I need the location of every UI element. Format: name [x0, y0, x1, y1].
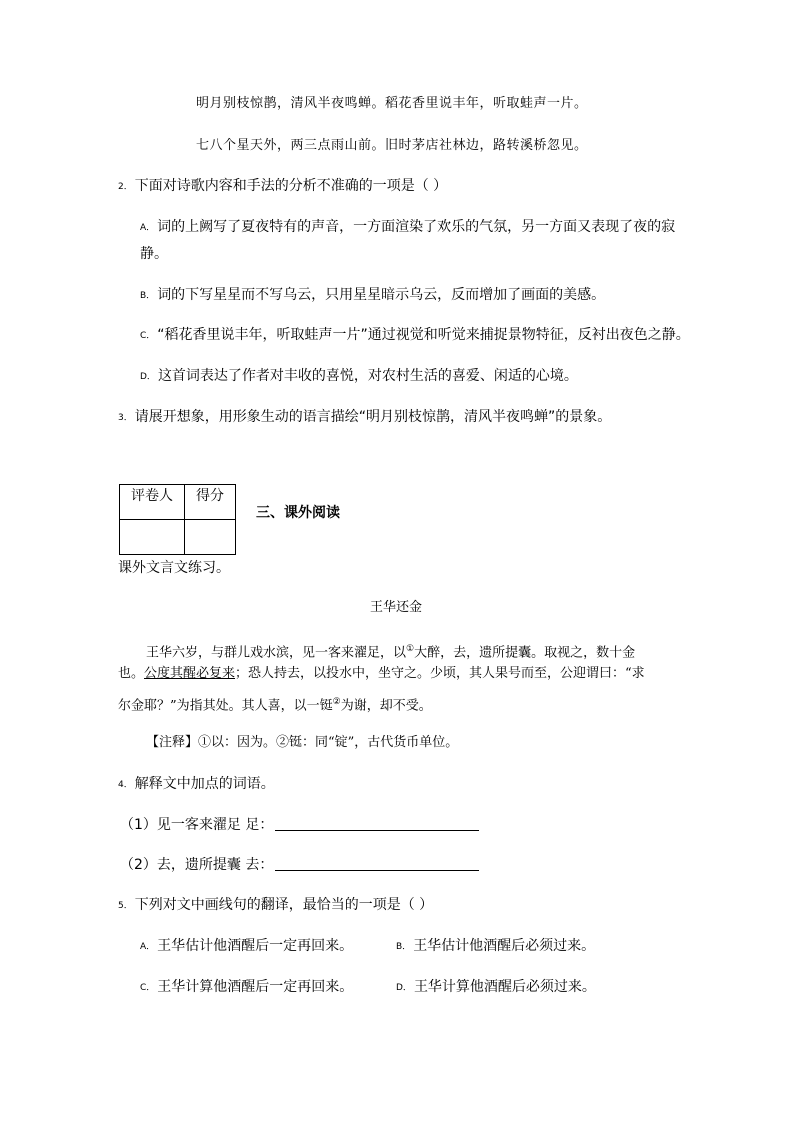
passage-text: 王华六岁，与群儿戏水滨，见一客来濯足，以 — [146, 645, 407, 661]
question-number: 3． — [118, 413, 133, 423]
passage-text: 也。 — [118, 666, 145, 681]
question-4-stem — [118, 774, 275, 795]
poem-line-1: 明月别枝惊鹊，清风半夜鸣蝉。稻花香里说丰年，听取蛙声一片。 — [196, 96, 588, 111]
option-text: 王华计算他酒醒后必须过来。 — [413, 979, 596, 995]
question-2-option-b — [140, 285, 605, 306]
question-number: 4． — [118, 780, 133, 790]
underlined-sentence: 公度其醒必复来 — [144, 666, 236, 681]
question-number: 2． — [118, 182, 133, 192]
question-2-option-d — [140, 366, 578, 387]
footnote-2-marker: ② — [332, 697, 341, 707]
question-2-option-c — [140, 325, 690, 346]
question-text: 请展开想象，用形象生动的语言描绘“明月别枝惊鹊，清风半夜鸣蝉”的景象。 — [134, 409, 612, 425]
question-text: 下面对诗歌内容和手法的分析不准确的一项是（ ） — [134, 178, 448, 194]
item-text: （1）见一客来濯足 足： — [120, 817, 274, 833]
question-4-item-2 — [120, 855, 479, 875]
option-text: 词的下写星星而不写乌云，只用星星暗示乌云，反而增加了画面的美感。 — [157, 287, 606, 303]
option-label: D． — [140, 372, 156, 382]
question-2-stem — [118, 176, 447, 197]
question-text: 下列对文中画线句的翻译，最恰当的一项是（ ） — [134, 897, 434, 913]
passage-text: ；恐人持去，以投水中，坐守之。少顷，其人果号而至，公迎谓曰：“求 — [235, 666, 645, 681]
passage-notes: 【注释】①以：因为。②铤：同“锭”，古代货币单位。 — [146, 735, 459, 750]
grader-header: 评卷人 — [120, 485, 185, 520]
option-text: 王华估计他酒醒后必须过来。 — [413, 938, 596, 954]
option-label: A． — [140, 942, 156, 952]
score-header: 得分 — [185, 485, 236, 520]
question-5-option-d — [396, 977, 596, 998]
answer-blank[interactable] — [275, 816, 479, 831]
question-4-item-1 — [120, 815, 479, 835]
option-label: A． — [140, 223, 156, 233]
option-text: “稻花香里说丰年，听取蛙声一片”通过视觉和听觉来捕捉景物特征，反衬出夜色之静。 — [157, 327, 690, 343]
option-label: B． — [140, 291, 156, 301]
option-text: 王华计算他酒醒后一定再回来。 — [157, 979, 354, 995]
item-text: （2）去，遗所提囊 去： — [120, 857, 274, 873]
option-label: C． — [140, 331, 156, 341]
passage-text: 尔金耶？”为指其处。其人喜，以一铤 — [118, 698, 333, 714]
score-table — [119, 484, 236, 555]
option-label: C． — [140, 983, 156, 993]
question-5-option-b — [396, 936, 595, 957]
passage-line-3 — [118, 692, 432, 716]
passage-line-2 — [118, 664, 645, 684]
question-5-option-c — [140, 977, 353, 998]
passage-text: 为谢，却不受。 — [340, 698, 432, 714]
option-text: 这首词表达了作者对丰收的喜悦，对农村生活的喜爱、闲适的心境。 — [157, 368, 578, 384]
question-5-option-a — [140, 936, 353, 957]
question-2-option-a — [140, 217, 675, 238]
option-label: B． — [396, 942, 412, 952]
passage-line-1 — [146, 639, 635, 663]
option-text: 王华估计他酒醒后一定再回来。 — [157, 938, 354, 954]
passage-title: 王华还金 — [370, 600, 423, 615]
question-text: 解释文中加点的词语。 — [134, 776, 275, 792]
question-3 — [118, 407, 611, 428]
option-text: 词的上阙写了夏夜特有的声音，一方面渲染了欢乐的气氛，另一方面又表现了夜的寂 — [157, 219, 676, 235]
score-cell[interactable] — [185, 520, 236, 555]
poem-line-2: 七八个星天外，两三点雨山前。旧时茅店社林边，路转溪桥忽见。 — [196, 138, 588, 153]
answer-blank[interactable] — [275, 856, 479, 871]
question-2-option-a-cont: 静。 — [140, 246, 168, 262]
question-5-stem — [118, 895, 433, 916]
question-number: 5． — [118, 901, 133, 911]
section-title: 三、课外阅读 — [256, 505, 340, 521]
footnote-1-marker: ① — [406, 644, 415, 654]
passage-text: 大醉，去，遗所提囊。取视之，数十金 — [414, 645, 636, 661]
grader-cell[interactable] — [120, 520, 185, 555]
section-intro: 课外文言文练习。 — [118, 560, 230, 576]
option-label: D． — [396, 983, 412, 993]
